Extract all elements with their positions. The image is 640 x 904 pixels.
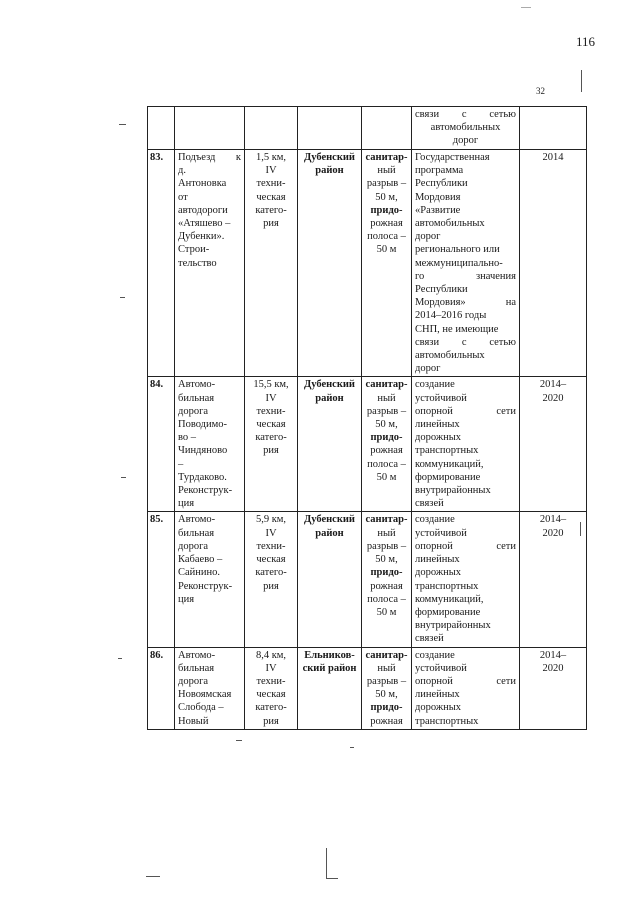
text-line: дорожных	[415, 567, 462, 579]
text-line: придо-	[370, 567, 403, 579]
text-line: рожная	[370, 580, 403, 592]
text-line: санитар-	[365, 514, 408, 526]
text-line: разрыв –	[366, 405, 407, 417]
text-line: рия	[263, 218, 279, 230]
text-line: Автомо-	[178, 649, 216, 661]
scan-mark	[118, 658, 122, 659]
text-line: катего-	[255, 702, 287, 714]
text-line: ный	[377, 662, 396, 674]
scan-mark	[146, 876, 160, 877]
scan-mark	[236, 740, 242, 741]
text-line: программа	[415, 165, 464, 177]
text-line: ный	[377, 392, 396, 404]
cell-name	[175, 377, 245, 512]
page-number: 116	[576, 34, 596, 49]
text-line: связей	[415, 498, 444, 510]
roads-table	[147, 106, 587, 730]
text-line: Чиндяново	[178, 445, 228, 457]
text-line: ческая	[256, 554, 286, 566]
text-line: Ельников-	[304, 649, 355, 661]
text-line: техни-	[256, 405, 286, 417]
cell-num	[148, 107, 175, 150]
text-line: 15,5 км,	[253, 379, 289, 391]
table-row	[148, 377, 587, 512]
cell-zone	[362, 377, 412, 512]
text-line: 50 м	[376, 244, 397, 256]
cell-term	[520, 377, 587, 512]
text-line: опорной сети	[415, 675, 516, 687]
text-line: полоса –	[367, 458, 406, 470]
text-line: катего-	[255, 432, 287, 444]
text-line: от	[178, 191, 188, 203]
cell-num: 86.	[148, 647, 175, 729]
text-line: ский район	[302, 662, 357, 674]
text-line: бильная	[178, 662, 215, 674]
text-line: Слобода –	[178, 702, 224, 714]
text-line: IV	[265, 662, 277, 674]
text-line: межмуниципально-	[415, 257, 503, 269]
text-line: техни-	[256, 540, 286, 552]
text-line: ческая	[256, 191, 286, 203]
text-line: Автомо-	[178, 379, 216, 391]
text-line: линейных	[415, 554, 460, 566]
text-line: Строи-	[178, 244, 210, 256]
text-line: дорожных	[415, 432, 462, 444]
text-line: 50 м,	[375, 419, 398, 431]
text-line: автодороги	[178, 204, 228, 216]
cell-length	[245, 647, 298, 729]
scan-mark	[326, 848, 327, 878]
scan-mark	[350, 747, 354, 748]
text-line: Мордовия	[415, 191, 461, 203]
text-line: Государственная	[415, 152, 490, 163]
text-line: дорог	[415, 363, 441, 375]
scan-mark	[580, 522, 581, 536]
text-line: санитар-	[365, 152, 408, 163]
text-line: коммуникаций,	[415, 593, 484, 605]
text-line: регионального или	[415, 244, 500, 256]
text-line: «Развитие	[415, 204, 461, 216]
text-line: полоса –	[367, 593, 406, 605]
cell-district	[298, 647, 362, 729]
text-line: 50 м,	[375, 554, 398, 566]
text-line: район	[315, 527, 344, 539]
cell-term	[520, 647, 587, 729]
text-line: опорной сети	[415, 405, 516, 417]
text-line: ный	[377, 527, 396, 539]
table-row	[148, 512, 587, 647]
text-line: Реконструк-	[178, 580, 233, 592]
cell-num: 85.	[148, 512, 175, 647]
scan-mark	[120, 297, 125, 298]
cell-term	[520, 512, 587, 647]
text-line: связи с сетью	[415, 336, 516, 348]
text-line: транспортных	[415, 715, 479, 727]
text-line: ный	[377, 165, 396, 177]
text-line: полоса –	[367, 231, 406, 243]
table-row	[148, 647, 587, 729]
text-line: IV	[265, 392, 277, 404]
cell-district	[298, 377, 362, 512]
text-line: во –	[178, 432, 197, 444]
cell-district	[298, 107, 362, 150]
text-line: Республики	[415, 284, 468, 296]
text-line: IV	[265, 165, 277, 177]
text-line: разрыв –	[366, 675, 407, 687]
text-line: тельство	[178, 257, 217, 269]
text-line: создание	[415, 379, 455, 391]
text-line: Дубенский	[304, 514, 355, 526]
text-line: д.	[178, 165, 186, 177]
text-line: Сайнино.	[178, 567, 221, 579]
text-line: Дубенки».	[178, 231, 225, 243]
text-line: Дубенский	[304, 152, 355, 163]
text-line: 50 м,	[375, 191, 398, 203]
scan-mark	[121, 477, 126, 478]
text-line: рожная	[370, 218, 403, 230]
text-line: автомобильных	[415, 350, 485, 362]
text-line: –	[178, 458, 184, 470]
cell-length	[245, 107, 298, 150]
text-line: рия	[263, 445, 279, 457]
cell-length	[245, 377, 298, 512]
scan-mark	[581, 70, 582, 92]
text-line: придо-	[370, 702, 403, 714]
text-line: 2020	[542, 662, 564, 674]
cell-name	[175, 512, 245, 647]
text-line: устойчивой	[415, 392, 467, 404]
text-line: Автомо-	[178, 514, 216, 526]
text-line: 2014	[542, 152, 564, 163]
text-line: транспортных	[415, 580, 479, 592]
cell-term	[520, 107, 587, 150]
text-line: формирование	[415, 471, 481, 483]
text-line: дорога	[178, 540, 209, 552]
text-line: рия	[263, 715, 279, 727]
text-line: 2014–	[539, 514, 567, 526]
text-line: ция	[178, 498, 195, 510]
text-line: устойчивой	[415, 662, 467, 674]
text-line: 2014–	[539, 649, 567, 661]
table-row	[148, 150, 587, 377]
text-line: автомобильных	[430, 122, 501, 134]
text-line: ческая	[256, 419, 286, 431]
text-line: связи с сетью	[415, 109, 516, 120]
text-line: Кабаево –	[178, 554, 223, 566]
text-line: бильная	[178, 392, 215, 404]
text-line: внутрирайонных	[415, 620, 491, 632]
text-line: дорожных	[415, 702, 462, 714]
text-line: 2020	[542, 527, 564, 539]
cell-name	[175, 107, 245, 150]
text-line: го значения	[415, 270, 516, 282]
text-line: катего-	[255, 204, 287, 216]
text-line: устойчивой	[415, 527, 467, 539]
text-line: разрыв –	[366, 540, 407, 552]
text-line: район	[315, 392, 344, 404]
cell-num: 83.	[148, 150, 175, 377]
cell-zone	[362, 150, 412, 377]
text-line: Подъезд к	[178, 152, 241, 163]
text-line: линейных	[415, 689, 460, 701]
text-line: Реконструк-	[178, 485, 233, 497]
scan-mark	[326, 878, 338, 879]
text-line: IV	[265, 527, 277, 539]
text-line: автомобильных	[415, 218, 485, 230]
text-line: катего-	[255, 567, 287, 579]
text-line: Турдаково.	[178, 471, 227, 483]
cell-purpose	[412, 647, 520, 729]
text-line: Дубенский	[304, 379, 355, 391]
text-line: придо-	[370, 204, 403, 216]
cell-term	[520, 150, 587, 377]
text-line: рия	[263, 580, 279, 592]
cell-zone	[362, 512, 412, 647]
text-line: формирование	[415, 606, 481, 618]
cell-district	[298, 512, 362, 647]
text-line: транспортных	[415, 445, 479, 457]
text-line: коммуникаций,	[415, 458, 484, 470]
scan-mark	[521, 7, 531, 8]
scan-mark	[119, 124, 126, 125]
text-line: ция	[178, 593, 195, 605]
text-line: техни-	[256, 178, 286, 190]
cell-num: 84.	[148, 377, 175, 512]
text-line: район	[315, 165, 344, 177]
cell-purpose	[412, 107, 520, 150]
cell-name	[175, 150, 245, 377]
text-line: дорог	[415, 231, 441, 243]
text-line: 50 м	[376, 606, 397, 618]
text-line: Мордовия» на	[415, 297, 516, 309]
text-line: дорог	[452, 135, 479, 147]
text-line: линейных	[415, 419, 460, 431]
cell-name	[175, 647, 245, 729]
text-line: 50 м,	[375, 689, 398, 701]
text-line: ческая	[256, 689, 286, 701]
text-line: Республики	[415, 178, 468, 190]
cell-purpose	[412, 512, 520, 647]
cell-zone	[362, 107, 412, 150]
cell-zone	[362, 647, 412, 729]
text-line: 8,4 км,	[255, 649, 287, 661]
text-line: создание	[415, 649, 455, 661]
text-line: Новый	[178, 715, 209, 727]
text-line: 50 м	[376, 471, 397, 483]
cell-length	[245, 150, 298, 377]
text-line: дорога	[178, 675, 209, 687]
text-line: 5,9 км,	[255, 514, 287, 526]
text-line: связей	[415, 633, 444, 645]
text-line: дорога	[178, 405, 209, 417]
text-line: создание	[415, 514, 455, 526]
cell-district	[298, 150, 362, 377]
text-line: внутрирайонных	[415, 485, 491, 497]
cell-purpose	[412, 150, 520, 377]
text-line: санитар-	[365, 379, 408, 391]
text-line: 1,5 км,	[255, 152, 287, 163]
text-line: Антоновка	[178, 178, 227, 190]
text-line: 2014–2016 годы	[415, 310, 487, 322]
text-line: разрыв –	[366, 178, 407, 190]
text-line: Поводимо-	[178, 419, 228, 431]
text-line: бильная	[178, 527, 215, 539]
cell-length	[245, 512, 298, 647]
text-line: санитар-	[365, 649, 408, 661]
text-line: 2020	[542, 392, 564, 404]
text-line: Новоямская	[178, 689, 232, 701]
text-line: СНП, не имеющие	[415, 323, 499, 335]
text-line: придо-	[370, 432, 403, 444]
cell-purpose	[412, 377, 520, 512]
table-row-continued	[148, 107, 587, 150]
text-line: техни-	[256, 675, 286, 687]
text-line: опорной сети	[415, 540, 516, 552]
text-line: 2014–	[539, 379, 567, 391]
text-line: рожная	[370, 445, 403, 457]
text-line: рожная	[370, 715, 403, 727]
text-line: «Атяшево –	[178, 218, 231, 230]
sub-page-number: 32	[536, 86, 545, 96]
